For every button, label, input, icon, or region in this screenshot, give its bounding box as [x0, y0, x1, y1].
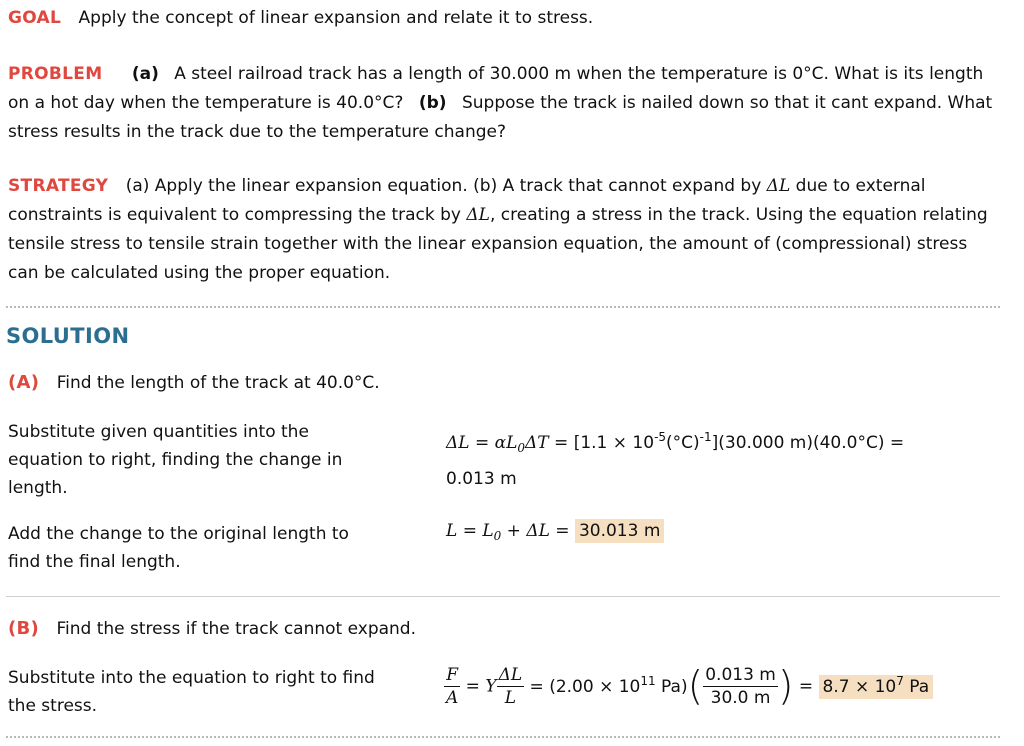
- part-a-step2-text: Add the change to the original length to find the final length.: [8, 524, 349, 572]
- eq-b-young-base: = (2.00 × 10: [524, 676, 641, 697]
- problem-label: PROBLEM: [8, 64, 103, 84]
- result-base: 8.7 × 10: [822, 676, 897, 697]
- eq-a1-exp1: -5: [654, 430, 667, 444]
- frac2-num: ΔL: [498, 665, 523, 685]
- eq-b-y: = Y: [460, 676, 497, 697]
- paren-open: (: [687, 663, 704, 710]
- goal-line: [8, 8, 593, 28]
- paren-close: ): [777, 663, 794, 710]
- part-a-step1-text: Substitute given quantities into the equation to right, finding the change in length.: [8, 422, 343, 498]
- problem-part-a-text: A steel railroad track has a length of 30.000 m when the temperature is 0°C. What is its length on a hot day when the temperature is 40.0°C?: [8, 64, 984, 113]
- frac3-den: 30.0 m: [710, 688, 771, 708]
- strategy-paragraph: [8, 172, 998, 288]
- part-a-title: Find the length of the track at 40.0°C.: [56, 373, 380, 393]
- problem-part-b-text: Suppose the track is nailed down so that it cant expand. What stress results in the track due to the temperature change?: [8, 93, 993, 142]
- problem-paragraph: [8, 60, 998, 147]
- eq-a1-rhs-c: ](30.000 m)(40.0°C) =: [711, 433, 905, 453]
- eq-a2-l: L = L: [446, 521, 494, 541]
- part-a-label: (A): [8, 372, 40, 393]
- part-a-answer: 30.013 m: [575, 519, 664, 543]
- part-b-equation: [444, 664, 933, 709]
- eq-b-equals: =: [793, 676, 819, 697]
- result-exp: 7: [896, 673, 904, 688]
- part-b-label: (B): [8, 618, 40, 639]
- problem-part-b-label: (b): [418, 93, 447, 113]
- part-b-answer: [819, 675, 934, 699]
- frac1-num: F: [444, 664, 460, 687]
- frac-f-over-a: [444, 664, 460, 709]
- strategy-text-3: , creating a stress in the track. Using the equation relating tensile stress to tensile strain together with the linear expansion equation, the amount of (compressional) stress can be calculated using the proper equation.: [8, 205, 988, 283]
- goal-text: Apply the concept of linear expansion and relate it to stress.: [78, 8, 594, 28]
- divider-solid: [6, 596, 1000, 597]
- eq-b-young: [524, 673, 688, 697]
- frac2-den: L: [504, 688, 516, 708]
- frac3-num: 0.013 m: [705, 665, 776, 685]
- divider-dotted-top: [6, 306, 1000, 308]
- eq-a1-rhs-b: (°C): [666, 433, 700, 453]
- strategy-label: STRATEGY: [8, 176, 109, 196]
- eq-a1-rhs-a: = [1.1 × 10: [548, 433, 655, 453]
- eq-a2-plus: + ΔL =: [501, 521, 575, 541]
- part-b-title: Find the stress if the track cannot expand.: [56, 619, 416, 639]
- goal-label: GOAL: [8, 8, 62, 28]
- part-a-title-line: [8, 372, 380, 393]
- part-a-step2-equation: [446, 521, 664, 541]
- eq-b-exp11: 11: [640, 673, 656, 688]
- frac-dl-over-l: [497, 664, 525, 709]
- eq-a1-sub0: 0: [517, 441, 526, 455]
- frac-strain-values: [703, 664, 778, 709]
- eq-a1-exp2: -1: [699, 430, 712, 444]
- eq-b-pa: Pa): [655, 676, 688, 697]
- eq-a2-sub0: 0: [493, 529, 502, 543]
- eq-a1-result: 0.013 m: [446, 469, 517, 489]
- part-a-step1-equation: [446, 425, 1006, 497]
- strategy-delta-l-2: ΔL: [466, 205, 490, 225]
- frac1-den: A: [446, 688, 459, 708]
- strategy-delta-l-1: ΔL: [766, 176, 791, 196]
- divider-dotted-bottom: [6, 736, 1000, 738]
- eq-a1-lhs: ΔL = αL: [446, 433, 518, 453]
- solution-heading: SOLUTION: [6, 324, 130, 348]
- problem-part-a-label: (a): [131, 64, 159, 84]
- result-unit: Pa: [903, 676, 930, 697]
- eq-a1-dt: ΔT: [525, 433, 549, 453]
- strategy-text-1: (a) Apply the linear expansion equation. (b) A track that cannot expand by: [125, 176, 762, 196]
- strategy-text-2: due to external constraints is equivalent to compressing the track by: [8, 176, 926, 225]
- part-b-title-line: [8, 618, 416, 639]
- part-b-step-text: Substitute into the equation to right to find the stress.: [8, 668, 375, 716]
